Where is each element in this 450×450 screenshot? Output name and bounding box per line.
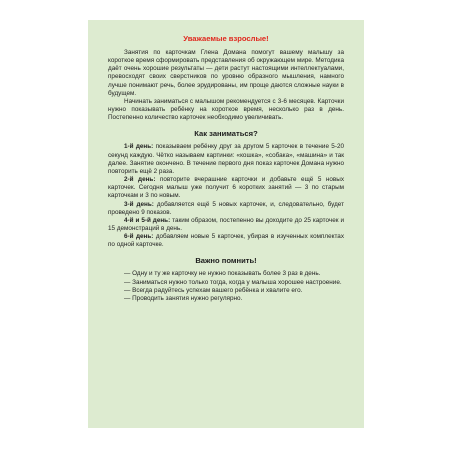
reminder-1: — Одну и ту же карточку не нужно показывать более 3 раз в день. bbox=[124, 270, 321, 278]
day-4-5-text: таким образом, постепенно вы доходите до 25 карточек и 15 демонстраций в день. bbox=[108, 216, 344, 232]
day-6-label: 6-й день: bbox=[124, 233, 154, 241]
day-2-label: 2-й день: bbox=[124, 176, 156, 184]
heading-dear-adults: Уважаемые взрослые! bbox=[183, 34, 269, 43]
day-1-label: 1-й день: bbox=[124, 143, 154, 151]
day-2-text: повторите вчерашние карточки и добавьте ещё 5 новых карточек. Сегодня малыш уже получит 6 коротких занятий — 3 по старым карточкам и 3 по новым. bbox=[108, 176, 344, 200]
instruction-card bbox=[88, 20, 364, 428]
day-3-label: 3-й день: bbox=[124, 200, 154, 208]
day-4-5-paragraph bbox=[108, 217, 344, 233]
day-2-paragraph bbox=[108, 176, 344, 200]
heading-how-to-study: Как заниматься? bbox=[194, 129, 258, 139]
day-1-text: показываем ребёнку друг за другом 5 карточек в течение 5-20 секунд каждую. Чётко называем картинки: «кошка», «собака», «машина» и так далее. Занятие окончено. В течение первого дня показ карточек Домана нужно повторить ещё 2 раза. bbox=[108, 143, 344, 175]
heading-important: Важно помнить! bbox=[195, 256, 257, 266]
day-3-paragraph bbox=[108, 201, 344, 217]
reminder-4: — Проводить занятия нужно регулярно. bbox=[124, 294, 243, 302]
day-6-paragraph bbox=[108, 233, 344, 249]
day-1-paragraph bbox=[108, 143, 344, 176]
intro-paragraph-1: Занятия по карточкам Глена Домана помогут вашему малышу за короткое время сформировать представления об окружающем мире. Методика даёт очень хорошие результаты — дети растут настоящими интеллектуалами, превосходят своих сверстников по уровню образного мышления, намного лучше понимают речь, более эрудированы, им проще даются сложные науки в будущем. bbox=[108, 49, 344, 97]
day-6-text: добавляем новые 5 карточек, убирая в изученных комплектах по одной карточке. bbox=[108, 233, 345, 249]
intro-paragraph-2: Начинать заниматься с малышом рекомендуется с 3-6 месяцев. Карточки нужно показывать ребёнку на короткое время, несколько раз в день. Постепенно количество карточек необходимо увеличивать. bbox=[108, 97, 344, 122]
reminder-2: — Заниматься нужно только тогда, когда у малыша хорошее настроение. bbox=[124, 278, 342, 286]
day-3-text: добавляется ещё 5 новых карточек, и, следовательно, будет проведено 9 показов. bbox=[108, 200, 344, 216]
day-4-5-label: 4-й и 5-й день: bbox=[124, 216, 171, 224]
reminder-3: — Всегда радуйтесь успехам вашего ребёнка и хвалите его. bbox=[124, 286, 303, 294]
